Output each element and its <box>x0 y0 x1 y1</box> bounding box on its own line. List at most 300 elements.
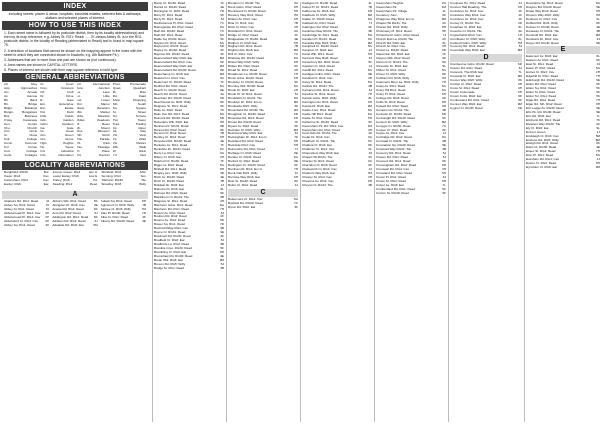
entry-street: Bracknell Rd. RG30: Read <box>154 235 191 239</box>
abbreviation-short: Mdw. <box>76 114 84 118</box>
locality-code: Shin <box>139 171 146 175</box>
entry-ref: 6H <box>368 179 372 183</box>
entry-ref: 5C <box>368 140 372 144</box>
abbreviation-short: Ri. <box>112 90 117 94</box>
section-letter-d: D <box>450 54 522 62</box>
entry-ref: 6H <box>442 92 446 96</box>
entry-ref: 4E <box>596 146 600 150</box>
entry-ref: 3H <box>442 45 446 49</box>
entry-street: Beaconsfield Rd. RG4: Cav <box>154 61 192 65</box>
entry-ref: 6F <box>368 25 372 29</box>
entry-street: Bridgewater Cl. RG30: Read <box>228 37 268 41</box>
abbreviation-full: Close <box>29 134 38 138</box>
entry-street: Bishops Rd. RG6: Read <box>154 191 188 195</box>
entry-street: Cardigan Gdns. RG1: Read <box>302 73 341 77</box>
entry-ref: 7L <box>518 71 522 75</box>
abbreviation-full: Museum <box>97 130 110 134</box>
entry-ref: 3B <box>442 140 446 144</box>
entry-ref: 5F <box>368 120 372 124</box>
entry-street: Duchess Cl. RG4: Cav <box>526 17 558 21</box>
entry-ref: 4J <box>220 183 224 187</box>
entry-ref: 7D <box>220 9 224 13</box>
entry-ref: 9M <box>517 102 522 106</box>
entry-ref: 4J <box>368 168 372 172</box>
entry-street: Concert Hall Reading, The <box>450 5 487 9</box>
entry-street: Bradfords La. RG2: Read <box>154 243 189 247</box>
abbreviation-short: Mt. <box>76 126 81 130</box>
entry-ref: 7K <box>596 118 600 122</box>
entry-street: Clevedon Dr. RG6: Ear <box>376 65 408 69</box>
entry-street: Chaffinch Cl. RG31: Tile <box>302 140 336 144</box>
entry-street: Caversham Pk. <box>376 5 398 9</box>
entry-street: Beechwood Av. RG5: Wdly <box>154 100 191 104</box>
entry-street: Cotterell Gdns. RG5: Wdly <box>450 41 487 45</box>
entry-street: Cobham Rd. RG5: Wdly <box>376 77 410 81</box>
entry-ref: 9M <box>517 75 522 79</box>
entry-ref: 8H <box>220 168 224 172</box>
entry-street: Chester St. RG4: Cav <box>302 175 332 179</box>
entry-ref: 1J <box>596 130 600 134</box>
entry-street: Colwell Rd. RG2: Read <box>376 104 408 108</box>
entry-ref: 7L <box>596 114 600 118</box>
entry-ref: 9H <box>442 104 446 108</box>
entry-street: Capstan Ct. RG1: Read <box>302 65 335 69</box>
entry-ref: 9H <box>220 136 224 140</box>
index-entry <box>526 166 600 170</box>
entry-street: Battle Sq. RG30: Read <box>154 37 186 41</box>
entry-street: Cotswold Way RG31: Tile <box>376 148 412 152</box>
entry-ref: 5K <box>596 95 600 99</box>
abbreviation-row <box>40 154 73 158</box>
abbreviation-full: Cottage <box>26 150 38 154</box>
abbreviation-full: Causeway <box>22 118 38 122</box>
entry-ref: 5G <box>293 197 298 201</box>
entry-ref: 4J <box>596 63 600 67</box>
abbreviation-full: Road <box>138 94 146 98</box>
entry-ref: 6K <box>220 61 224 65</box>
entry-ref: 7F <box>220 160 224 164</box>
entry-ref: 4B <box>368 85 372 89</box>
abbreviation-full: Walk <box>139 146 146 150</box>
entry-ref: 2J <box>442 132 446 136</box>
abbreviation-short: Pk. <box>76 142 81 146</box>
entry-street: Cardiff Rd. RG1: Read <box>302 69 334 73</box>
index-entry <box>228 184 298 188</box>
entry-ref: 4B <box>442 108 446 112</box>
entry-ref: 6H <box>294 175 298 179</box>
entry-street: Castle Hill RG1: Read <box>302 112 333 116</box>
entry-street: Cygnet Cl. RG30: Read <box>450 106 483 110</box>
abbreviation-full: Market <box>100 110 110 114</box>
entry-ref: 5F <box>442 116 446 120</box>
entry-ref: 9M <box>219 258 224 262</box>
entry-street: Abbey Sq. RG1: Read <box>4 203 35 207</box>
entry-street: Cholmeley Pl. RG1: Read <box>376 29 412 33</box>
index-column-2 <box>226 2 299 422</box>
locality-code: Em G <box>89 171 98 175</box>
entry-street: Bute St. RG30: Read <box>228 179 258 183</box>
entry-ref: 8L <box>518 37 522 41</box>
entry-street: Caversham Pk. Rd. RG4: Cav <box>302 124 344 128</box>
entry-street: Caroline St. RG1: Read <box>302 92 335 96</box>
abbreviation-short: Vis. <box>112 142 118 146</box>
entry-ref: 5J <box>94 211 98 215</box>
entry-street: Abbey Sq. RG1: Read <box>4 223 35 227</box>
abbreviation-short: Ent. <box>40 102 46 106</box>
general-abbreviations-header: GENERAL ABBREVIATIONS <box>2 73 148 82</box>
entry-ref: 5G <box>367 33 372 37</box>
entry-street: Beaconsfield Way RG6: Ear <box>154 57 193 61</box>
abbreviation-full: Buildings <box>24 106 38 110</box>
abbreviation-short: Shop. <box>112 98 121 102</box>
entry-street: Chestnut Av. RG4: Cav <box>302 179 334 183</box>
entry-street: Bradfield Cl. RG6: Ear <box>154 239 185 243</box>
entry-street: Campion Cl. RG6: Ear <box>302 49 333 53</box>
entry-street: Emmer Green <box>526 130 546 134</box>
abbreviation-short: Pct. <box>76 154 82 158</box>
entry-ref: 6K <box>442 96 446 100</box>
entry-ref: 6J <box>368 57 372 61</box>
entry-ref: 9B <box>220 227 224 231</box>
entry-street: Bramshaw Rd. RG30: Read <box>154 255 193 258</box>
entry-street: Compton Av. RG31: Tile <box>376 108 409 112</box>
entry-ref: 2F <box>220 215 224 219</box>
abbreviation-full: Lower <box>101 98 110 102</box>
abbreviation-short: Vw. <box>112 134 118 138</box>
entry-street: Caldwell Av. RG1: Read <box>302 21 335 25</box>
abbreviation-short: Coll. <box>4 138 11 142</box>
abbreviation-short: Circ. <box>4 130 11 134</box>
entry-street: Conygre Cl. RG30: Read <box>376 124 411 128</box>
abbreviation-full: Green <box>64 134 74 138</box>
entry-ref: 6D <box>518 63 522 67</box>
entry-ref: 7M <box>293 13 298 17</box>
entry-street: Eldon Sq. RG1: Read <box>526 87 556 91</box>
entry-ref: 6J <box>518 67 522 71</box>
locality-name: Emmer Green: RG4 <box>52 171 81 175</box>
entry-ref: 3B <box>596 29 600 33</box>
entry-street: Crescent Rd. RG1: Read <box>376 160 411 164</box>
abbreviation-short: Dr. <box>40 94 45 98</box>
entry-street: Benham Dr. RG31: Read <box>154 124 189 128</box>
entry-street: Enstone Rd. RG5: Wdly <box>526 138 559 142</box>
entry-street: Burnt Oak RG5: Wdly <box>228 171 258 175</box>
entry-street: Drake Way RG2: Read <box>526 9 558 13</box>
entry-street: Carlisle Rd. RG31: Tile <box>302 85 334 89</box>
entry-ref: 8L <box>220 187 224 191</box>
entry-street: Camden Pl. RG31: Read <box>302 37 337 41</box>
entry-ref: 5J <box>220 239 224 243</box>
entry-ref: 4E <box>220 5 224 9</box>
entry-ref: 6G <box>441 85 446 89</box>
entry-ref: 6L <box>596 17 600 21</box>
entry-street: Crown Pl. RG1: Read <box>376 175 406 179</box>
entry-street: Chalfont Cl. RG6: Ear <box>302 144 332 148</box>
entry-ref: 1L <box>442 9 446 13</box>
locality-name: Purley: RG8 <box>52 179 70 183</box>
entry-street: Carrington Av. RG1: Read <box>302 100 338 104</box>
entry-street: Beech Rd. RG31: Read <box>154 92 187 96</box>
entry-street: Beresford Rd. RG30: Read <box>154 140 192 144</box>
entry-ref: 6D <box>442 112 446 116</box>
abbreviation-short: M. <box>76 122 80 126</box>
abbreviation-short: Twr. <box>112 118 119 122</box>
entry-ref: 7H <box>220 207 224 211</box>
entry-ref: 6F <box>294 81 298 85</box>
entry-ref: 6J <box>442 175 446 179</box>
entry-street: Challenor Cl. RG4: Cav <box>302 148 335 152</box>
abbreviation-full: Drive <box>66 94 74 98</box>
entry-street: Coniston Dr. RG30: Read <box>376 112 412 116</box>
entry-ref: 4E <box>93 203 98 207</box>
entry-ref: 7J <box>368 21 372 25</box>
abbreviation-short: Mus. <box>76 130 84 134</box>
entry-ref: 4J <box>518 2 522 5</box>
entry-ref: 7H <box>596 75 600 79</box>
abbreviation-short: Ind. <box>40 150 46 154</box>
intro-column <box>2 2 148 422</box>
entry-street: Belle Vue Rd. RG1: Read <box>154 112 190 116</box>
abbreviation-full: International <box>92 83 110 87</box>
entry-ref: 2H <box>294 88 298 92</box>
entry-ref: 5A <box>442 61 446 65</box>
entry-street: Circuit La. RG30: Read <box>376 49 408 53</box>
entry-street: Castle Cres. RG1: Read <box>302 108 336 112</box>
entry-street: Exeter Ct. RG2: Read <box>526 162 557 166</box>
entry-street: Brambling Cl. RG6: Ear <box>154 251 187 255</box>
entry-street: Briar Cl. RG4: Cav <box>228 21 254 25</box>
entry-street: Coley Pl. RG1: Read <box>376 92 405 96</box>
entry-street: Brendon Cl. RG30: Tile <box>228 2 260 5</box>
entry-ref: 6K <box>518 95 522 99</box>
entry-street: Dwyer Rd. RG30: Read <box>526 41 559 45</box>
index-intro: Including streets, places & areas, hospitals, industrial estates, selected flats & walkways, stations and selected places of interest. <box>8 12 142 21</box>
howto-paragraph: 1. Each street name is followed by its postcode district, then by its locality abbreviation(s) and then by its map reference; e.g. Abbey St. RG1: Readi ..... 7K means Abbey St. is in the RG1 postcode district, in the locality of Reading (abbreviated to Readi) and is found in map square 7K. <box>4 31 145 48</box>
abbreviation-short: Cft. <box>40 90 46 94</box>
abbreviation-full: Bridge <box>28 102 38 106</box>
entry-ref: 4H <box>294 25 298 29</box>
entry-street: Beaumont Ct. RG30: Read <box>154 81 191 85</box>
entry-ref: 6F <box>294 164 298 168</box>
abbreviation-short: Bldgs. <box>4 106 13 110</box>
entry-ref: 5E <box>442 144 446 148</box>
abbreviation-short: Rd. <box>112 94 118 98</box>
abbreviation-short: Gt. <box>40 130 45 134</box>
entry-street: Charles St. RG1: Read <box>302 160 334 164</box>
entry-street: Burlington Ct. RG30: Read <box>228 164 265 168</box>
abbreviation-full: Meadows <box>96 118 110 122</box>
abbreviation-full: Lane <box>102 90 110 94</box>
entry-street: Abbotsmead Pl. RG4: Cav <box>4 215 41 219</box>
entry-street: Alba Ct. RG1: Read <box>100 215 128 219</box>
section-letter-e: E <box>526 46 600 54</box>
entry-ref: 7M <box>141 207 146 211</box>
abbreviation-short: Intl. <box>76 83 82 87</box>
entry-ref: 6F <box>442 128 446 132</box>
entry-ref: 6L <box>368 148 372 152</box>
howto-paragraph: 4. Area names are shown in CAPITAL LETTERS. <box>4 62 78 67</box>
index-entry <box>4 224 49 228</box>
entry-ref: 4C <box>442 37 446 41</box>
abbreviation-full: Grove <box>65 138 74 142</box>
entry-ref: 5F <box>220 37 224 41</box>
entry-ref: 7C <box>220 21 224 25</box>
entry-street: Bentley Cl. RG2: Read <box>154 136 186 140</box>
entry-street: Canterbury Rd. RG2: Read <box>302 61 340 65</box>
abbreviation-full: Trading <box>135 122 146 126</box>
abbreviation-full: Mount <box>101 126 110 130</box>
abbreviation-short: Quad. <box>112 86 122 90</box>
entry-street: Adwell Sq. RG1: Read <box>100 199 132 203</box>
entry-ref: 2G <box>441 2 446 5</box>
entry-ref: 7B <box>220 132 224 136</box>
entry-ref: 9H <box>442 164 446 168</box>
entry-ref: 6D <box>518 106 522 110</box>
entry-street: Brockley Cl. RG30: Read <box>228 81 263 85</box>
entry-ref: 4H <box>518 87 522 91</box>
entry-ref: 5M <box>595 134 600 138</box>
entry-street: Elm Pk. Rd. RG30: Read <box>526 110 561 114</box>
entry-ref: 8A <box>220 77 224 81</box>
entry-street: Bath Rd. RG30: Read <box>154 29 185 33</box>
entry-ref: 5G <box>367 45 372 49</box>
entry-ref: 7H <box>596 98 600 102</box>
entry-street: Broomfield Rd. RG30: Tile <box>228 108 264 112</box>
entry-ref: 9M <box>293 100 298 104</box>
entry-ref: 5J <box>220 17 224 21</box>
entry-street: Chapel Hill RG31: Tile <box>302 156 333 160</box>
entry-ref: 1F <box>518 9 522 13</box>
entry-street: Brookside RG5: Wdly <box>228 104 258 108</box>
entry-ref: 7H <box>442 81 446 85</box>
abbreviation-short: Ct. <box>40 83 45 87</box>
entry-street: Elm Rd. RG6: Ear <box>526 114 551 118</box>
entry-street: Crown Colonnade <box>450 91 475 95</box>
entry-street: Brownlow Rd. RG1: Read <box>228 116 264 120</box>
abbreviation-full: Passage <box>97 146 110 150</box>
entry-ref: 7C <box>442 124 446 128</box>
abbreviation-short: Grn. <box>40 134 47 138</box>
entry-street: Cornwall Cl. RG31: Tile <box>376 140 409 144</box>
entry-ref: 1M <box>441 5 446 9</box>
entry-street: Beech Ct. RG30: Read <box>154 88 186 92</box>
entry-ref: 4G <box>367 160 372 164</box>
entry-street: Brewery Way RG1: Read <box>228 13 263 17</box>
entry-ref: 8E <box>220 69 224 73</box>
locality-name: Caver: RG4 <box>4 175 21 179</box>
entry-ref: 2H <box>45 219 50 223</box>
entry-ref: 6G <box>367 17 372 21</box>
entry-ref: 4C <box>368 156 372 160</box>
abbreviation-full: Gardens <box>61 122 74 126</box>
abbreviation-full: Circle <box>29 130 38 134</box>
entry-street: Caversham Pk. Village <box>376 9 408 13</box>
entry-street: Buckden Cl. RG5: Wdly <box>228 128 261 132</box>
entry-street: Buckhurst Way RG6: Ear <box>228 132 263 136</box>
entry-ref: 5G <box>367 81 372 85</box>
entry-street: Bryant Av. RG6: Read <box>228 124 259 128</box>
entry-street: Bishop's Dr. RG6: Ear <box>154 187 185 191</box>
entry-ref: 2H <box>45 215 50 219</box>
entry-street: Belvedere Wlk. RG6: Ear <box>154 120 189 124</box>
entry-street: Edinburgh Rd. RG30: Read <box>526 79 564 83</box>
entry-street: Byefield Rd. RG30: Read <box>228 201 263 205</box>
entry-street: Charndon Cl. RG6: Read <box>302 164 337 168</box>
entry-ref: 9H <box>368 9 372 13</box>
abbreviation-short: Hgts. <box>40 142 48 146</box>
index-entry <box>376 192 446 196</box>
entry-street: Downshire Sq. RG1: Read <box>526 2 563 5</box>
entry-street: Barrington Cl. RG6: Read <box>154 9 190 13</box>
entry-ref: 7M <box>367 171 372 175</box>
entry-ref: 5K <box>442 29 446 33</box>
entry-street: Bridport Cl. RG6: Ear <box>228 41 258 45</box>
entry-street: Cecil Aldin Dr. RG31: Tile <box>302 132 337 136</box>
entry-street: Brooklyn Dr. RG4: Em G <box>228 100 262 104</box>
entry-street: Chatsworth Cl. RG4: Cav <box>302 168 337 172</box>
entry-ref: 4F <box>220 235 224 239</box>
locality-code: Cav <box>43 175 49 179</box>
entry-ref: 6G <box>367 112 372 116</box>
entry-street: Cambrian Way RG31: Tile <box>302 29 338 33</box>
entry-street: Copperfields RG4: Cav <box>450 33 482 37</box>
locality-name: Caversham: RG4 <box>4 179 28 183</box>
abbreviation-full: Yard <box>139 154 146 158</box>
entry-ref: 6G <box>441 88 446 92</box>
entry-ref: 6G <box>293 96 298 100</box>
entry-ref: 4E <box>220 140 224 144</box>
abbreviation-short: Ho. <box>40 146 46 150</box>
entry-street: Craven Rd. RG1: Read <box>450 67 482 71</box>
abbreviation-short: Comn. <box>4 142 14 146</box>
entry-street: Chapel Hill RG31: Tile <box>376 21 407 25</box>
locality-name: Tilehurst: RG30 <box>101 179 123 183</box>
entry-street: Brigham Rd. RG1: Read <box>228 45 262 49</box>
entry-street: Brisbane Rd. RG30: Read <box>228 57 264 61</box>
entry-ref: 7B <box>368 5 372 9</box>
entry-street: Cardinal Cl. RG4: Cav <box>302 77 333 81</box>
entry-street: Bath Rd. RG1: Read <box>154 33 183 37</box>
entry-street: Eastern Av. RG1: Read <box>526 59 558 63</box>
entry-street: Elvaston Way RG30: Tile <box>526 122 561 126</box>
abbreviation-short: Up. <box>112 126 118 130</box>
index-column-3 <box>300 2 373 422</box>
entry-ref: 5K <box>596 83 600 87</box>
entry-street: Eskin Cl. RG30: Read <box>526 146 557 150</box>
entry-street: Bromley Wlk. RG30: Read <box>228 85 265 89</box>
entry-ref: 4A <box>368 132 372 136</box>
entry-street: Eccles Cl. RG4: Cav <box>526 71 555 75</box>
abbreviation-short: Ga. <box>40 126 46 130</box>
entry-street: Cassia Dr. RG6: Ear <box>302 104 331 108</box>
entry-street: Agincourt Cl. RG5: Wdly <box>100 203 135 207</box>
entry-street: Burford Cl. RG2: Read <box>228 160 260 164</box>
entry-street: Chatteris Way RG6: Ear <box>302 171 336 175</box>
abbreviation-full: Business <box>24 114 38 118</box>
entry-street: Abbey St. RG1: Read <box>4 207 34 211</box>
entry-street: Berkeley Av. RG1: Read <box>154 144 188 148</box>
entry-street: Burrows Way RG6: Ear <box>228 175 261 179</box>
entry-ref: 8K <box>596 21 600 25</box>
entry-ref: 5F <box>442 191 446 195</box>
general-abbreviations <box>2 82 148 159</box>
entry-ref: 6J <box>368 88 372 92</box>
entry-street: Bramble Cres. RG30: Read <box>154 247 192 251</box>
entry-street: Baron Ct. RG30: Read <box>154 2 186 5</box>
entry-street: Carrick Gdns. RG5: Wdly <box>302 96 337 100</box>
entry-street: Charter Rd. RG5: Wdly <box>376 25 408 29</box>
entry-street: Coverdale Way RG6: Ear <box>450 49 485 53</box>
